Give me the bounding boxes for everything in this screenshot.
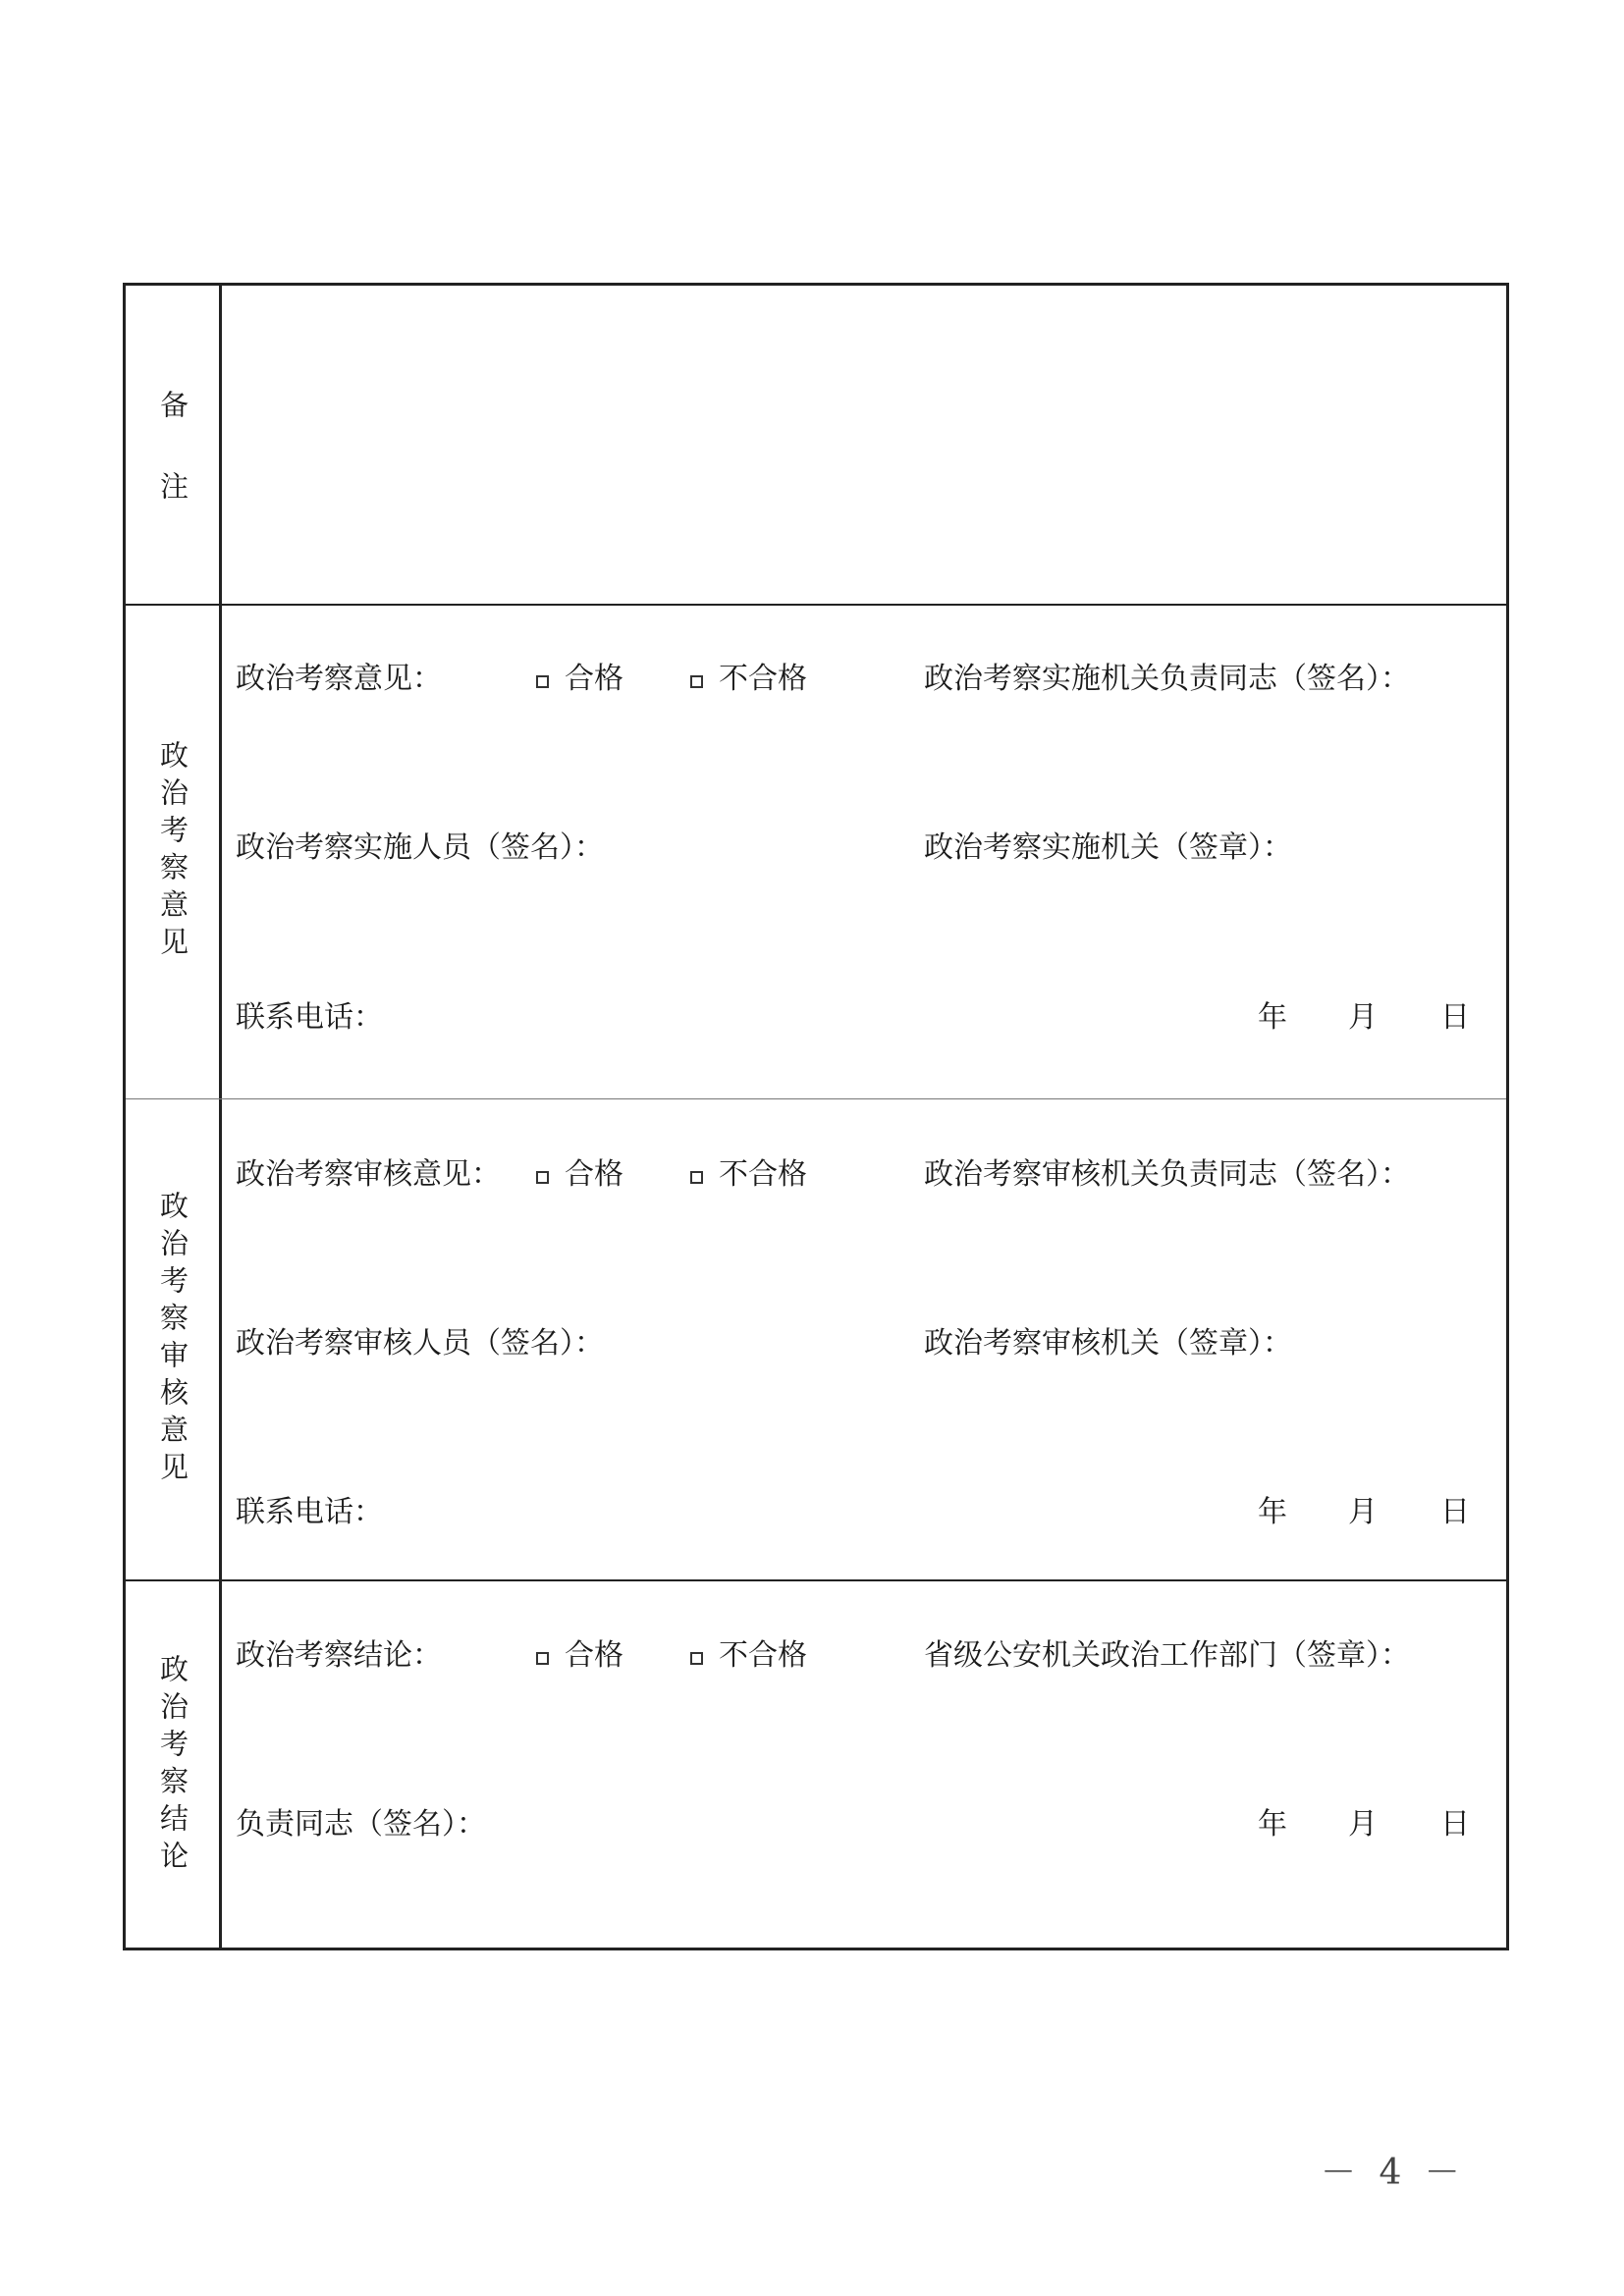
review-staff-signature-label: 政治考察审核人员（签名）： [236,1326,604,1361]
inspection-opinion-label: 政治考察意见： [236,662,442,696]
page-number: － 4 － [1321,2153,1466,2193]
fail-label: 不合格 [719,1157,807,1192]
remarks-field[interactable] [222,286,1506,604]
row-divider-review [126,1579,1506,1581]
conclusion-fail-option[interactable] [690,1638,807,1673]
review-agency-seal-label: 政治考察审核机关（签章）： [924,1326,1292,1361]
political-review-form-table [123,283,1509,1950]
inspection-date-month: 月 [1348,1000,1378,1035]
row-divider-inspection [126,1098,1506,1099]
checkbox-icon[interactable] [690,1171,703,1184]
inspection-date-year: 年 [1258,1000,1287,1035]
checkbox-icon[interactable] [536,675,549,688]
conclusion-date-month: 月 [1348,1807,1378,1842]
review-fail-option[interactable] [690,1157,807,1192]
inspection-phone-label: 联系电话： [236,1000,383,1035]
pass-label: 合格 [565,1638,623,1673]
conclusion-department-seal-label: 省级公安机关政治工作部门（签章）： [924,1638,1410,1673]
inspection-staff-signature-label: 政治考察实施人员（签名）： [236,830,604,865]
review-opinion-label: 政治考察审核意见： [236,1157,501,1192]
conclusion-label: 政治考察结论 [156,1654,189,1878]
remarks-label: 备注 [156,390,189,553]
fail-label: 不合格 [719,1638,807,1673]
pass-label: 合格 [565,662,623,696]
conclusion-date-year: 年 [1258,1807,1287,1842]
row-divider-remarks [126,604,1506,606]
review-label-cell [126,1099,219,1579]
conclusion-opinion-label: 政治考察结论： [236,1638,442,1673]
review-date-month: 月 [1348,1495,1378,1529]
inspection-fail-option[interactable] [690,662,807,696]
inspection-date-day: 日 [1440,1000,1470,1035]
inspection-label: 政治考察意见 [156,740,189,964]
inspection-label-cell [126,606,219,1098]
checkbox-icon[interactable] [690,1652,703,1665]
review-leader-signature-label: 政治考察审核机关负责同志（签名）： [924,1157,1410,1192]
review-pass-option[interactable] [536,1157,623,1192]
conclusion-date-day: 日 [1440,1807,1470,1842]
remarks-label-cell [126,286,219,604]
conclusion-label-cell [126,1581,219,1950]
checkbox-icon[interactable] [690,675,703,688]
review-label: 政治考察审核意见 [156,1190,189,1489]
checkbox-icon[interactable] [536,1652,549,1665]
review-date-year: 年 [1258,1495,1287,1529]
inspection-pass-option[interactable] [536,662,623,696]
fail-label: 不合格 [719,662,807,696]
conclusion-leader-signature-label: 负责同志（签名）： [236,1807,486,1842]
review-date-day: 日 [1440,1495,1470,1529]
review-phone-label: 联系电话： [236,1495,383,1529]
pass-label: 合格 [565,1157,623,1192]
inspection-agency-seal-label: 政治考察实施机关（签章）： [924,830,1292,865]
inspection-leader-signature-label: 政治考察实施机关负责同志（签名）： [924,662,1410,696]
conclusion-pass-option[interactable] [536,1638,623,1673]
checkbox-icon[interactable] [536,1171,549,1184]
